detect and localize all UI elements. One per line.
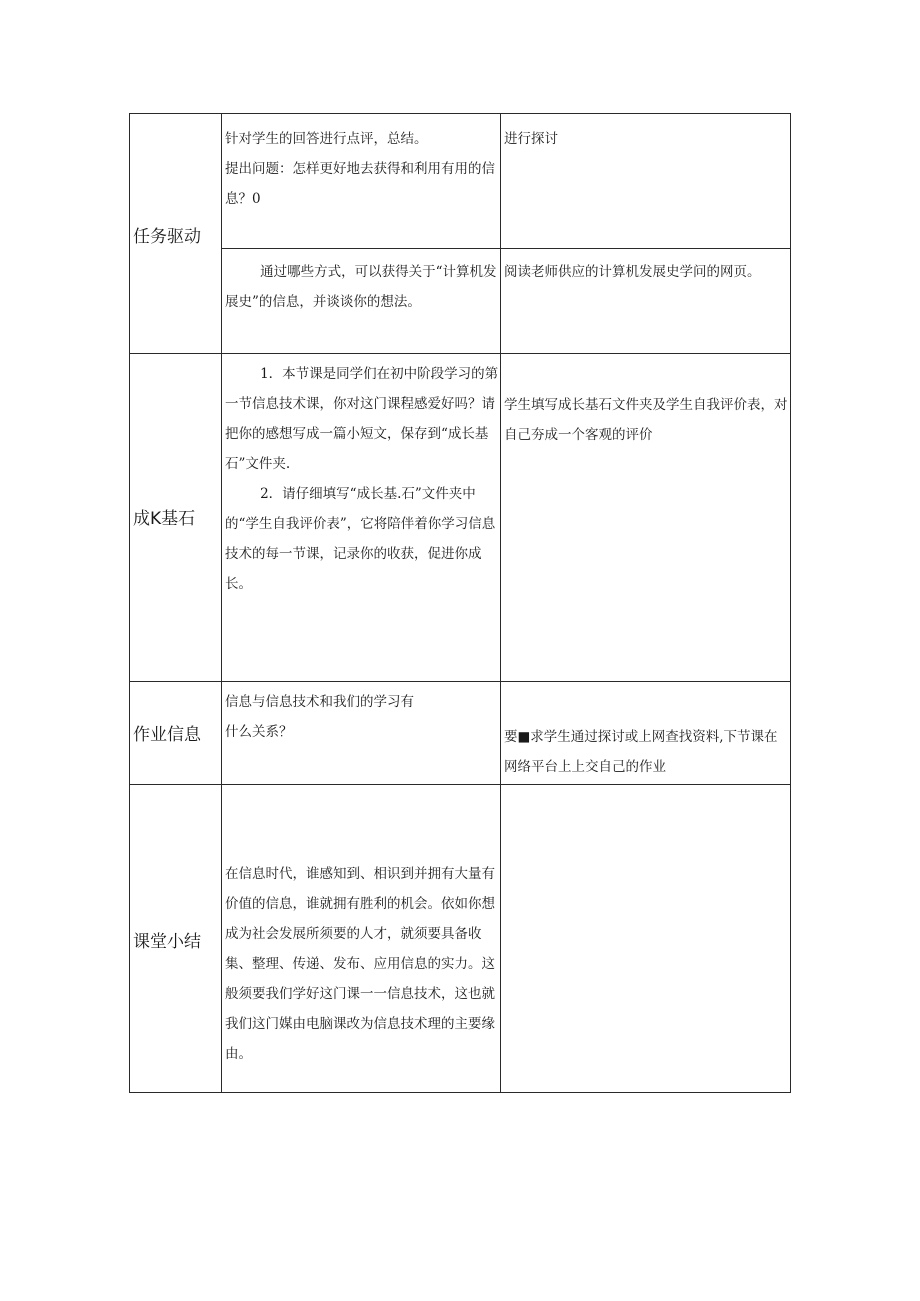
table-row [130,682,791,785]
student-activity-cell [501,354,791,682]
student-activity-cell [501,682,791,785]
student-activity-cell [501,114,791,249]
lesson-plan-table [129,113,791,1093]
teacher-activity-cell [222,785,501,1093]
row-label: 任务驱动 [133,227,201,247]
teacher-activity-cell [222,114,501,249]
teacher-text: 信息与信息技术和我们的学习有 [225,694,414,710]
row-label: 成K基石 [133,509,196,529]
teacher-text: 在信息时代，谁感知到、相识到并拥有大量有价值的信息，谁就拥有胜利的机会。依如你想成为社会发展所须要的人才，就须要具备收集、整理、传递、发布、应用信息的实力。这般须要我们学好这门课一一信息技术，这也就我们这门媒由电脑课改为信息技术理的主要缘由。 [225,866,495,1062]
table-row [130,785,791,1093]
row-label-cell [130,785,222,1093]
teacher-text: 提出问题：怎样更好地去获得和利用有用的信息？0 [225,161,495,207]
table-row [130,249,791,354]
row-label: 作业信息 [133,725,201,745]
table-row [130,114,791,249]
teacher-activity-cell [222,354,501,682]
student-text: 阅读老师供应的计算机发展史学问的网页。 [504,264,761,280]
teacher-text: 2．请仔细填写“成长基.石”文件夹中的“学生自我评价表”，它将陪伴着你学习信息技术的每一节课，记录你的收获，促进你成长。 [225,486,496,592]
row-label-cell [130,354,222,682]
teacher-text: 通过哪些方式，可以获得关于“计算机发展史”的信息，并谈谈你的想法。 [225,264,497,310]
student-text: 要■求学生通过探讨或上网查找资料,下节课在网络平台上上交自己的作业 [504,729,778,775]
teacher-text: 1．本节课是同学们在初中阶段学习的第一节信息技术课，你对这门课程感爱好吗？请把你的感想写成一篇小短文，保存到“成长基石”文件夹. [225,366,499,472]
student-activity-cell [501,249,791,354]
student-text: 学生填写成长基石文件夹及学生自我评价表，对自己夯成一个客观的评价 [504,397,788,443]
teacher-text: 针对学生的回答进行点评，总结。 [225,131,428,147]
teacher-activity-cell [222,682,501,785]
row-label-cell [130,682,222,785]
row-label: 课堂小结 [133,932,201,952]
teacher-activity-cell [222,249,501,354]
row-label-cell [130,114,222,354]
student-activity-cell [501,785,791,1093]
teacher-text: 什么关系？ [225,724,293,740]
table-row [130,354,791,682]
student-text: 进行探讨 [504,131,558,147]
